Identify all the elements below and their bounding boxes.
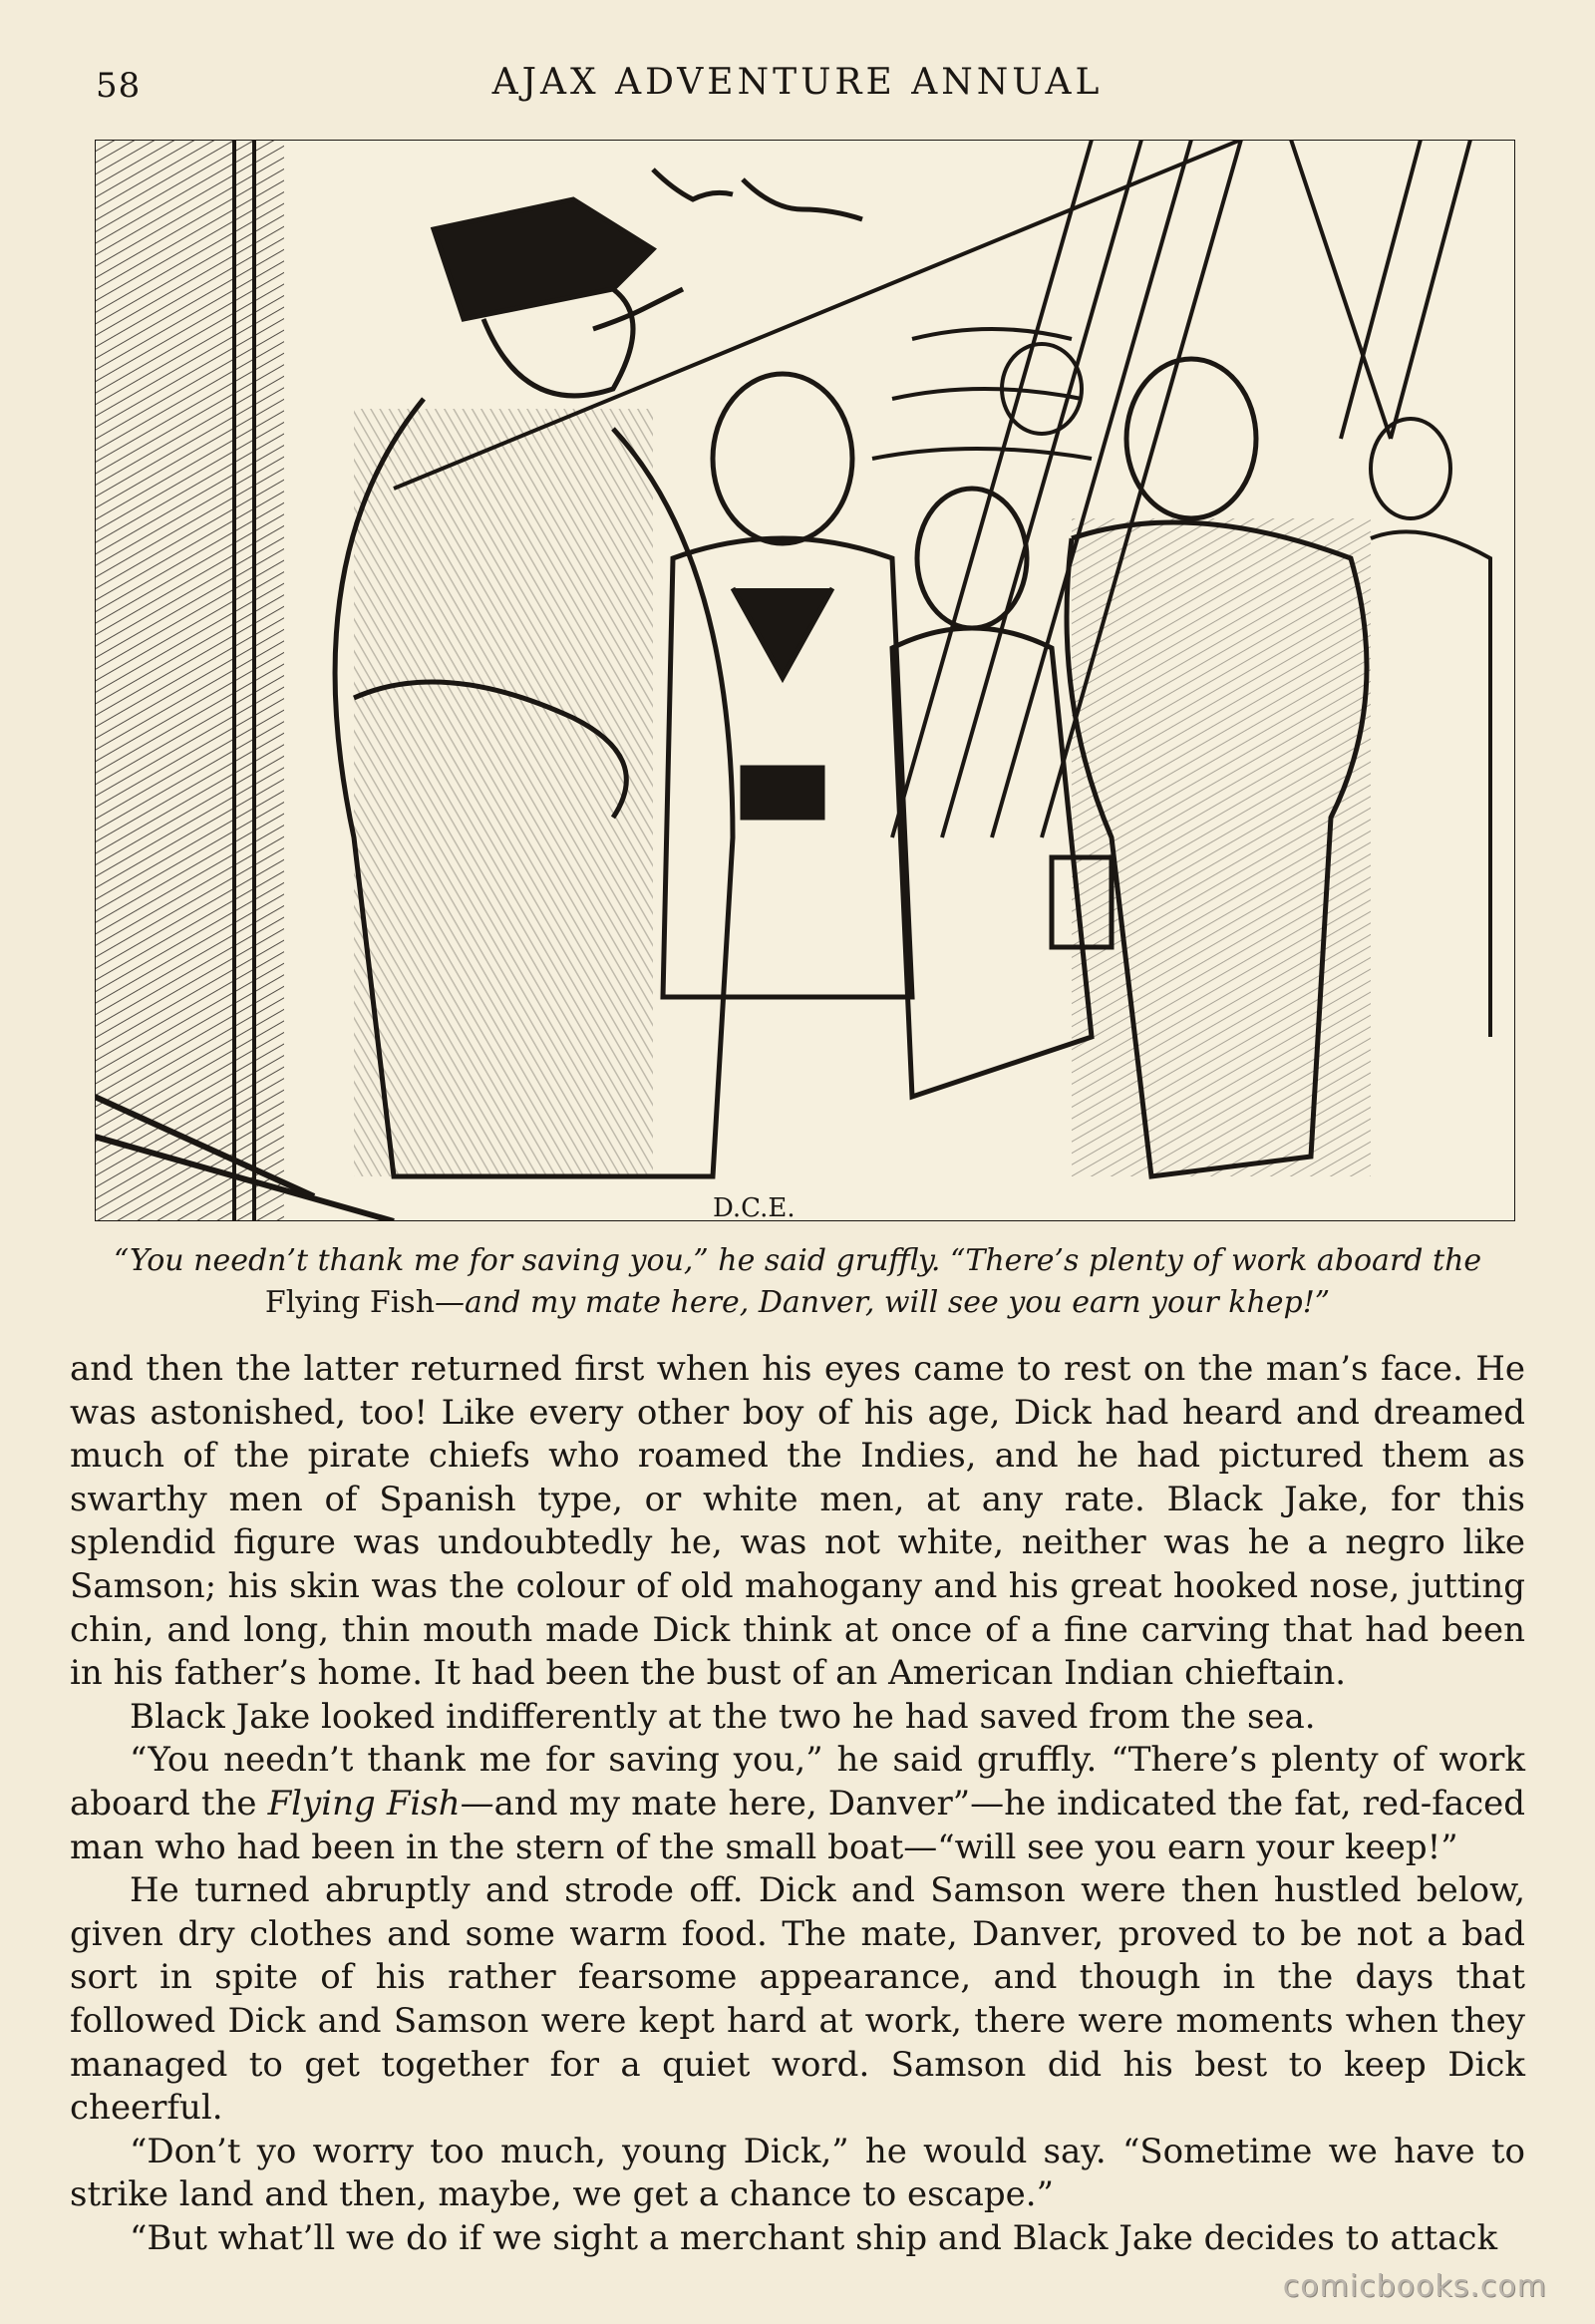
caption-ship-name: Flying Fish — [264, 1285, 436, 1320]
story-text — [70, 1348, 1525, 2260]
paragraph-2: Black Jake looked indifferently at the two he had saved from the sea. — [130, 1696, 1316, 1737]
paragraph-4: He turned abruptly and strode off. Dick and Samson were then hustled below, given dry clothes and some warm food. The mate, Danver, proved to be not a bad sort in spite of his rather fearsome appearance, and though in the days that followed Dick and Samson were kept hard at work, there were moments when they managed to get together for a quiet word. Samson did his best to keep Dick cheerful. — [70, 1870, 1525, 2129]
caption-line-2 — [90, 1282, 1505, 1324]
page-header — [0, 60, 1595, 110]
paragraph-3-end: —and my mate here, Danver”—he indicated the fat, red-faced man who had been in the stern of the small boat—“will see you earn your keep!” — [70, 1783, 1526, 1867]
paragraph-5: “Don’t yo worry too much, young Dick,” he would say. “Sometime we have to strike land and then, maybe, we get a chance to escape.” — [70, 2131, 1525, 2215]
ship-name: Flying Fish — [267, 1783, 461, 1824]
paragraph-3-start: “You needn’t thank me for saving you,” he said gruffly. “There’s plenty of work aboard the — [70, 1740, 1525, 1824]
pirate-deck-illustration — [95, 140, 1515, 1221]
caption-line-1: “You needn’t thank me for saving you,” he said gruffly. “There’s plenty of work aboard the — [113, 1243, 1482, 1278]
caption-line-2-rest: —and my mate here, Danver, will see you earn your khep!” — [435, 1285, 1331, 1320]
artist-signature: D.C.E. — [713, 1193, 796, 1221]
paragraph-6: “But what’ll we do if we sight a merchant ship and Black Jake decides to attack — [130, 2217, 1498, 2258]
paragraph-1: and then the latter returned first when his eyes came to rest on the man’s face. He was astonished, too! Like every other boy of his age, Dick had heard and dreamed much of the pirate chiefs who roamed the Indies, and he had pictured them as swarthy men of Spanish type, or white men, at any rate. Black Jake, for this splendid figure was undoubtedly he, was not white, neither was he a negro like Samson; his skin was the colour of old mahogany and his great hooked nose, jutting chin, and long, thin mouth made Dick think at once of a fine carving that had been in his father’s home. It had been the bust of an American Indian chieftain. — [70, 1349, 1525, 1694]
running-title: AJAX ADVENTURE ANNUAL — [491, 62, 1104, 103]
page-number: 58 — [96, 66, 142, 106]
site-watermark: comicbooks.com — [1282, 2269, 1547, 2304]
illustration-caption — [90, 1240, 1505, 1324]
paragraph-3 — [70, 1739, 1525, 1869]
